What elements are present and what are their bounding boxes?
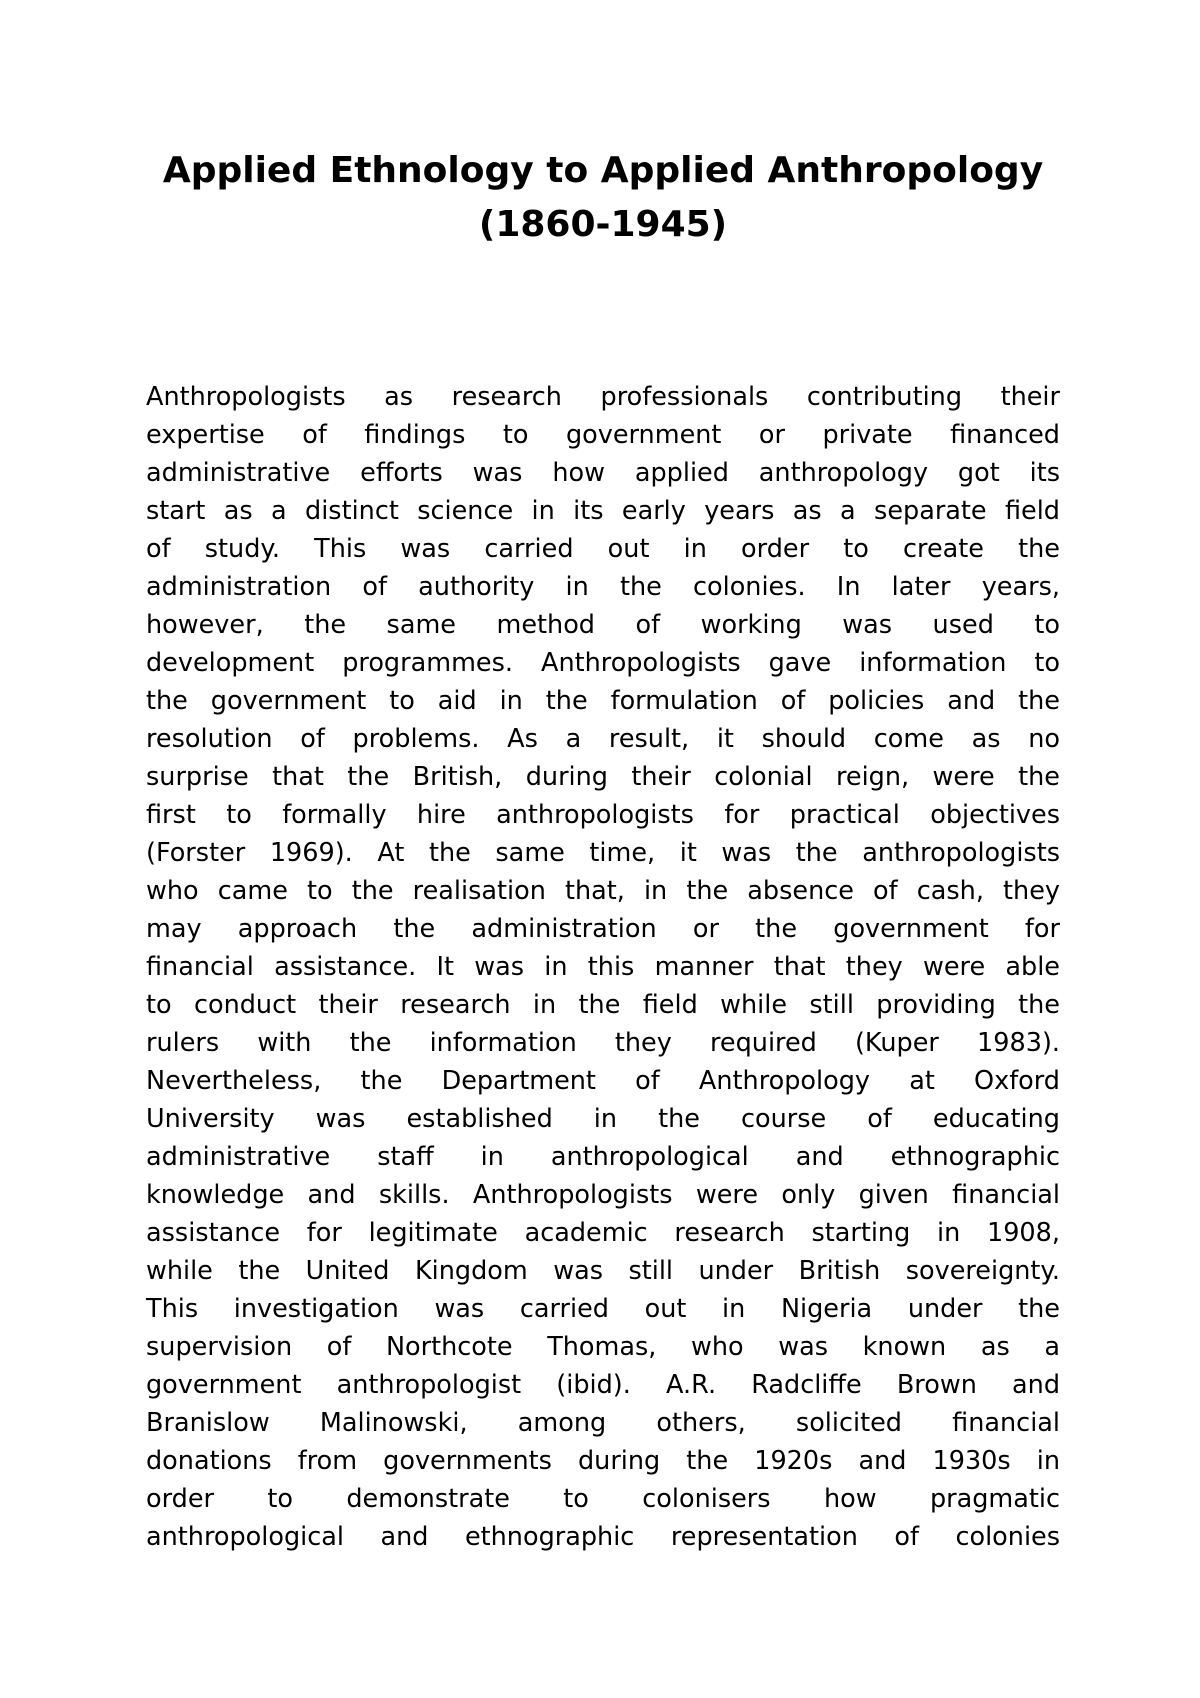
- paragraph-line: of study. This was carried out in order to create the: [146, 534, 1060, 564]
- paragraph-line: surprise that the British, during their colonial reign, were the: [146, 762, 1060, 792]
- paragraph-line: the government to aid in the formulation of policies and the: [146, 686, 1060, 716]
- paragraph-line: who came to the realisation that, in the absence of cash, they: [146, 876, 1060, 906]
- paragraph-line: Branislow Malinowski, among others, solicited financial: [146, 1408, 1060, 1438]
- title-line-2: (1860-1945): [478, 204, 728, 245]
- paragraph-line: supervision of Northcote Thomas, who was known as a: [146, 1332, 1060, 1362]
- paragraph-line: This investigation was carried out in Nigeria under the: [146, 1294, 1060, 1324]
- paragraph-line: first to formally hire anthropologists for practical objectives: [146, 800, 1060, 830]
- paragraph-line: expertise of findings to government or private financed: [146, 420, 1060, 450]
- paragraph-line: Anthropologists as research professionals contributing their: [146, 382, 1060, 412]
- paragraph-line: financial assistance. It was in this manner that they were able: [146, 952, 1060, 982]
- paragraph-line: University was established in the course of educating: [146, 1104, 1060, 1134]
- paragraph-line: development programmes. Anthropologists gave information to: [146, 648, 1060, 678]
- paragraph-line: start as a distinct science in its early years as a separate field: [146, 496, 1060, 526]
- paragraph-line: while the United Kingdom was still under British sovereignty.: [146, 1256, 1060, 1286]
- paragraph-line: however, the same method of working was used to: [146, 610, 1060, 640]
- body-paragraph: [146, 378, 1060, 1556]
- paragraph-line: Nevertheless, the Department of Anthropology at Oxford: [146, 1066, 1060, 1096]
- paragraph-line: rulers with the information they required (Kuper 1983).: [146, 1028, 1060, 1058]
- paragraph-line: assistance for legitimate academic research starting in 1908,: [146, 1218, 1060, 1248]
- paragraph-line: (Forster 1969). At the same time, it was the anthropologists: [146, 838, 1060, 868]
- paragraph-line: knowledge and skills. Anthropologists were only given financial: [146, 1180, 1060, 1210]
- page-title: [146, 144, 1060, 252]
- paragraph-line: resolution of problems. As a result, it should come as no: [146, 724, 1060, 754]
- paragraph-line: anthropological and ethnographic representation of colonies: [146, 1522, 1060, 1552]
- paragraph-line: administrative efforts was how applied anthropology got its: [146, 458, 1060, 488]
- paragraph-line: to conduct their research in the field while still providing the: [146, 990, 1060, 1020]
- title-line-1: Applied Ethnology to Applied Anthropology: [162, 150, 1044, 191]
- paragraph-line: donations from governments during the 1920s and 1930s in: [146, 1446, 1060, 1476]
- paragraph-line: may approach the administration or the government for: [146, 914, 1060, 944]
- paragraph-line: order to demonstrate to colonisers how pragmatic: [146, 1484, 1060, 1514]
- paragraph-line: administrative staff in anthropological and ethnographic: [146, 1142, 1060, 1172]
- paragraph-line: government anthropologist (ibid). A.R. Radcliffe Brown and: [146, 1370, 1060, 1400]
- paragraph-line: administration of authority in the colonies. In later years,: [146, 572, 1060, 602]
